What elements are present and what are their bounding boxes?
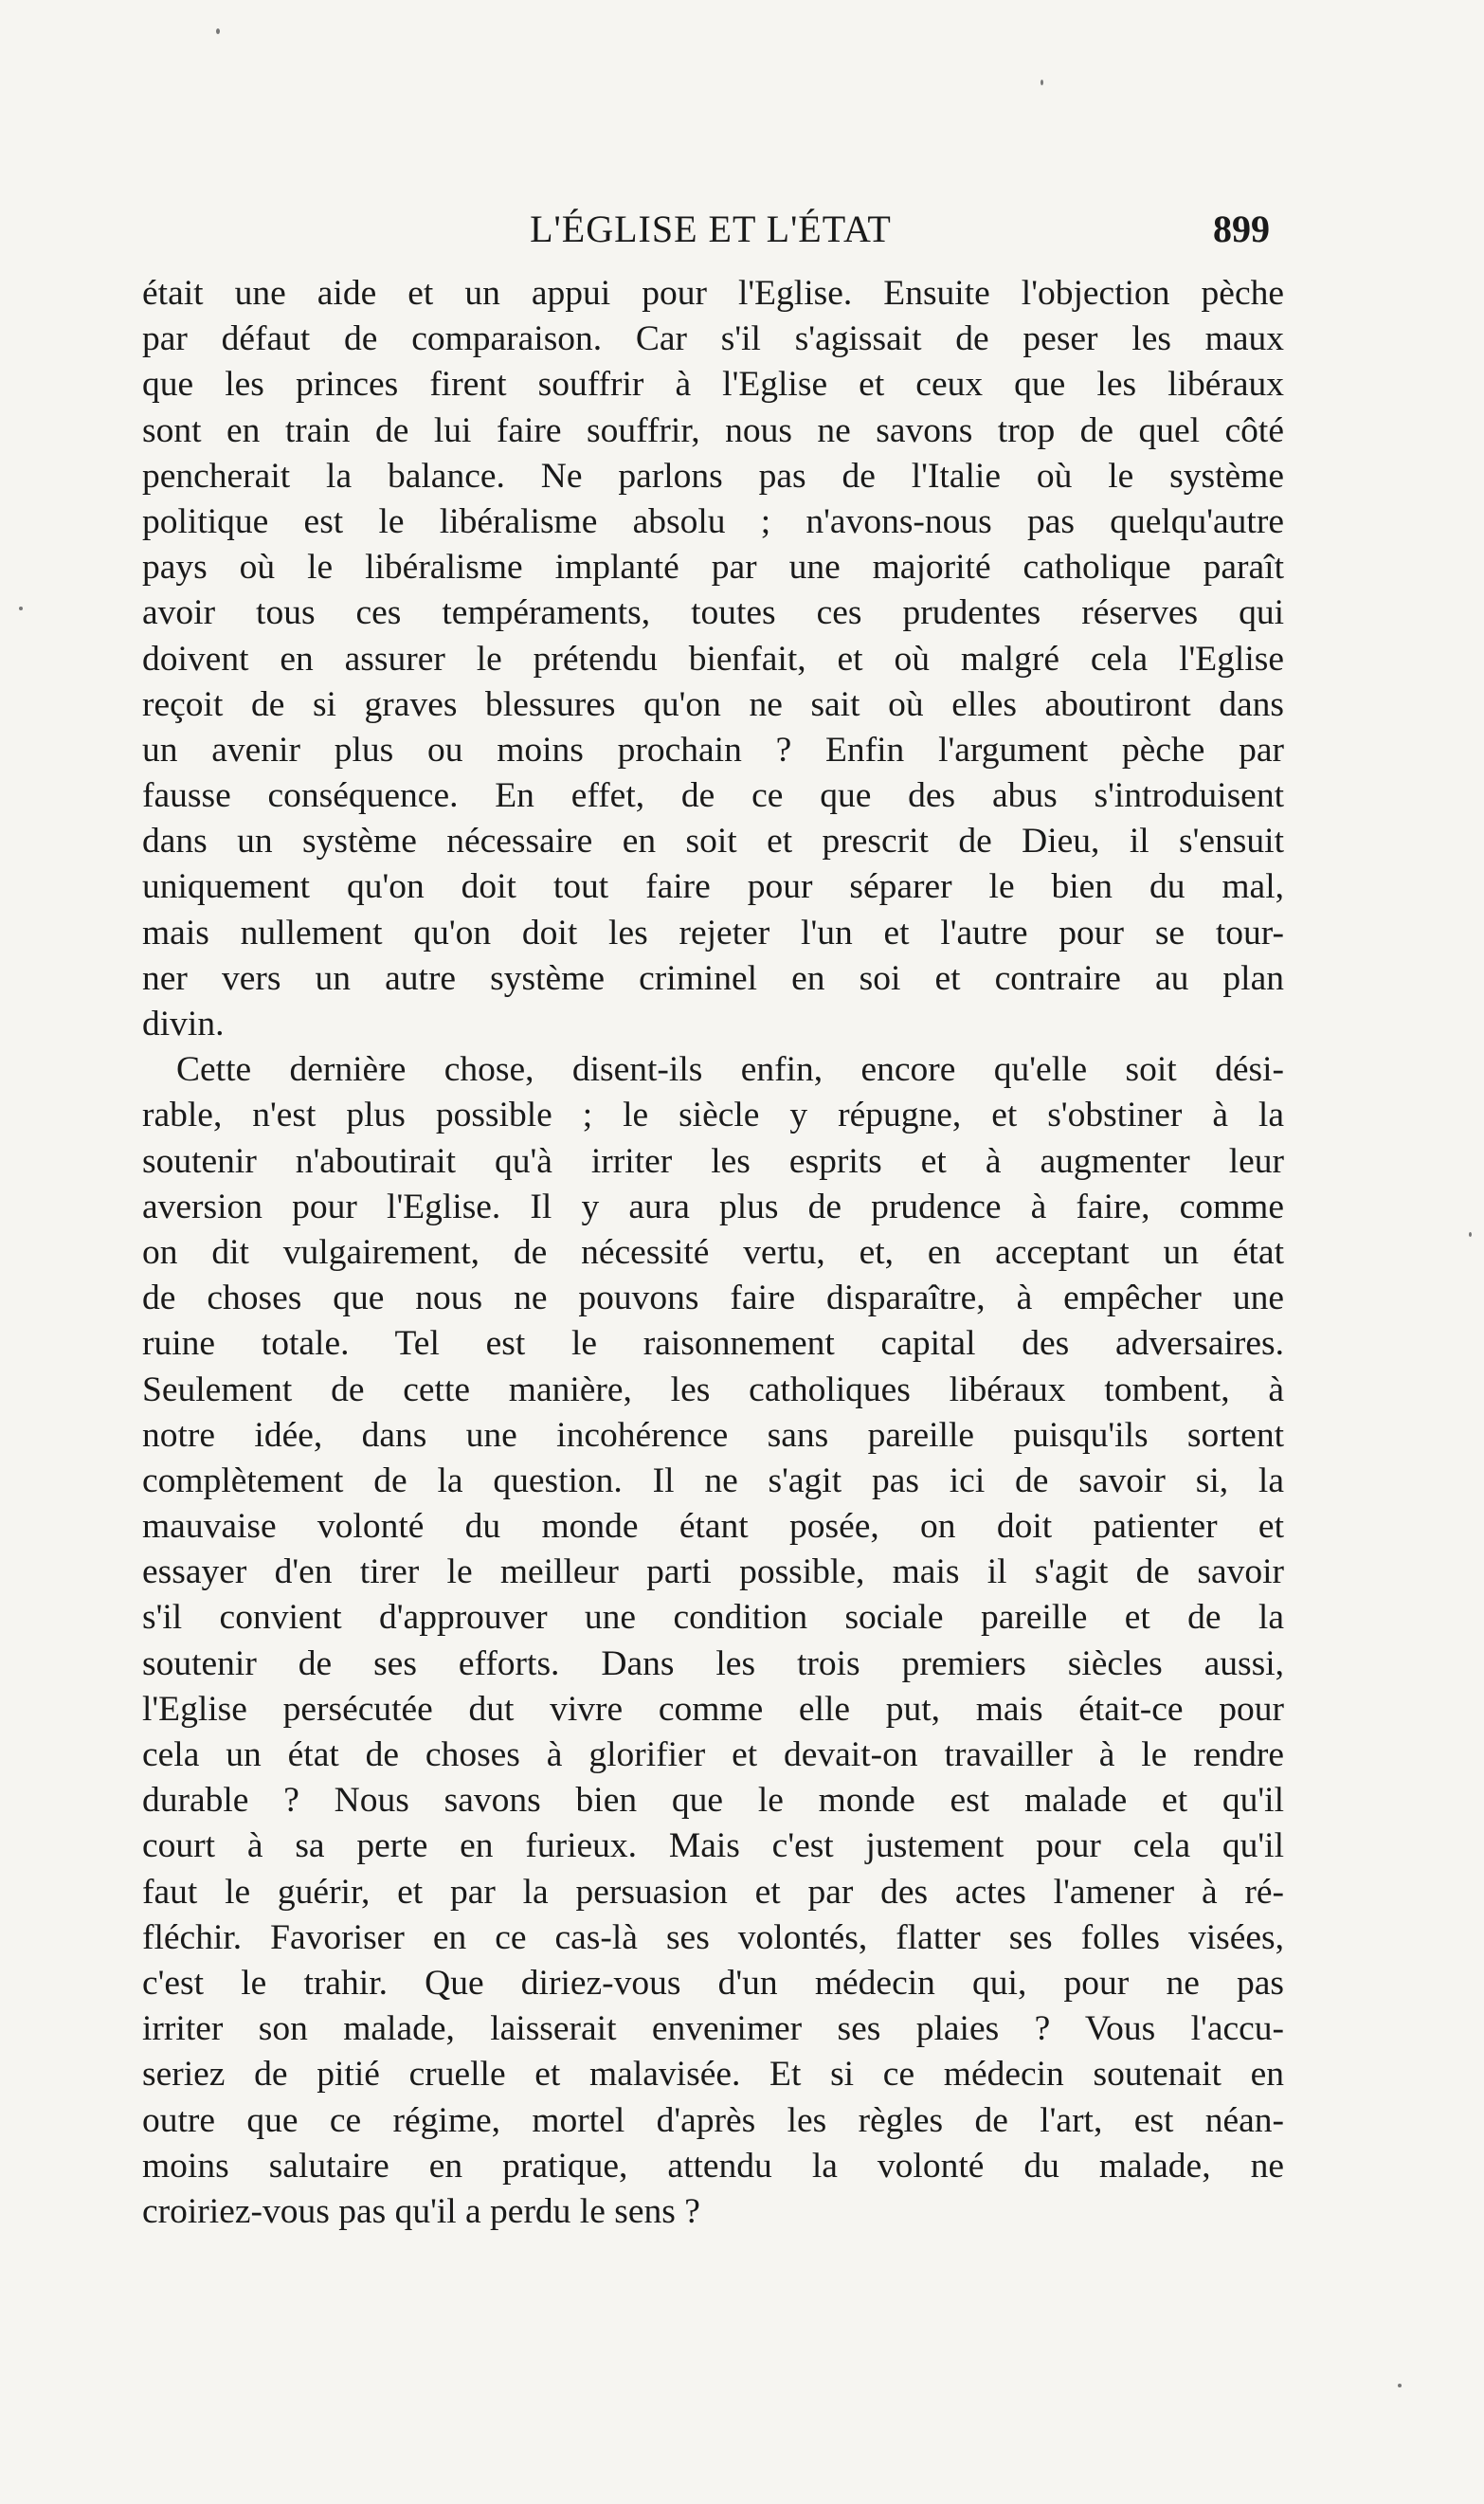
body-text bbox=[142, 271, 1284, 2235]
text-line: par défaut de comparaison. Car s'il s'agissait de peser les maux bbox=[142, 319, 1284, 359]
text-line: politique est le libéralisme absolu ; n'avons-nous pas quelqu'autre bbox=[142, 501, 1284, 541]
text-line: seriez de pitié cruelle et malavisée. Et si ce médecin soutenait en bbox=[142, 2055, 1284, 2095]
text-line: rable, n'est plus possible ; le siècle y répugne, et s'obstiner à la bbox=[142, 1096, 1284, 1135]
text-line: fausse conséquence. En effet, de ce que des abus s'introduisent bbox=[142, 776, 1284, 816]
text-line: aversion pour l'Eglise. Il y aura plus de prudence à faire, comme bbox=[142, 1187, 1284, 1226]
text-line: Cette dernière chose, disent-ils enfin, encore qu'elle soit dési- bbox=[176, 1050, 1284, 1090]
text-line: était une aide et un appui pour l'Eglise. Ensuite l'objection pèche bbox=[142, 274, 1284, 313]
text-line: essayer d'en tirer le meilleur parti possible, mais il s'agit de savoir bbox=[142, 1552, 1284, 1592]
text-line: faut le guérir, et par la persuasion et par des actes l'amener à ré- bbox=[142, 1872, 1284, 1912]
text-line: divin. bbox=[142, 1005, 225, 1043]
text-line: c'est le trahir. Que diriez-vous d'un médecin qui, pour ne pas bbox=[142, 1963, 1284, 2003]
page-header bbox=[152, 201, 1270, 258]
text-line: avoir tous ces tempéraments, toutes ces prudentes réserves qui bbox=[142, 593, 1284, 633]
text-line: irriter son malade, laisserait envenimer ses plaies ? Vous l'accu- bbox=[142, 2009, 1284, 2049]
text-line: doivent en assurer le prétendu bienfait, et où malgré cela l'Eglise bbox=[142, 639, 1284, 679]
text-line: mais nullement qu'on doit les rejeter l'un et l'autre pour se tour- bbox=[142, 913, 1284, 953]
paper-speck bbox=[1041, 80, 1043, 85]
paper-speck bbox=[19, 607, 23, 610]
text-line: pays où le libéralisme implanté par une majorité catholique paraît bbox=[142, 548, 1284, 588]
text-line: dans un système nécessaire en soit et prescrit de Dieu, il s'ensuit bbox=[142, 822, 1284, 862]
text-line: soutenir de ses efforts. Dans les trois premiers siècles aussi, bbox=[142, 1643, 1284, 1683]
text-line: s'il convient d'approuver une condition sociale pareille et de la bbox=[142, 1598, 1284, 1638]
text-line: soutenir n'aboutirait qu'à irriter les esprits et à augmenter leur bbox=[142, 1141, 1284, 1181]
text-line: que les princes firent souffrir à l'Eglise et ceux que les libéraux bbox=[142, 365, 1284, 405]
text-line: ner vers un autre système criminel en soi et contraire au plan bbox=[142, 958, 1284, 998]
text-line: l'Eglise persécutée dut vivre comme elle put, mais était-ce pour bbox=[142, 1689, 1284, 1729]
text-line: de choses que nous ne pouvons faire disparaître, à empêcher une bbox=[142, 1279, 1284, 1318]
text-line: outre que ce régime, mortel d'après les règles de l'art, est néan- bbox=[142, 2100, 1284, 2140]
paragraph-1 bbox=[142, 271, 1284, 1047]
paper-speck bbox=[1398, 2384, 1402, 2387]
text-line: durable ? Nous savons bien que le monde est malade et qu'il bbox=[142, 1781, 1284, 1821]
paper-speck bbox=[216, 28, 220, 34]
page-number: 899 bbox=[1213, 208, 1270, 250]
text-line: fléchir. Favoriser en ce cas-là ses volontés, flatter ses folles visées, bbox=[142, 1917, 1284, 1957]
running-title: L'ÉGLISE ET L'ÉTAT bbox=[530, 208, 892, 250]
text-line: on dit vulgairement, de nécessité vertu, et, en acceptant un état bbox=[142, 1232, 1284, 1272]
text-line: pencherait la balance. Ne parlons pas de l'Italie où le système bbox=[142, 456, 1284, 496]
text-line: court à sa perte en furieux. Mais c'est justement pour cela qu'il bbox=[142, 1826, 1284, 1866]
text-line: notre idée, dans une incohérence sans pareille puisqu'ils sortent bbox=[142, 1415, 1284, 1455]
text-line: croiriez-vous pas qu'il a perdu le sens ? bbox=[142, 2191, 700, 2231]
text-line: ruine totale. Tel est le raisonnement capital des adversaires. bbox=[142, 1324, 1284, 1364]
text-line: mauvaise volonté du monde étant posée, on doit patienter et bbox=[142, 1507, 1284, 1547]
text-line: moins salutaire en pratique, attendu la volonté du malade, ne bbox=[142, 2146, 1284, 2186]
text-line: reçoit de si graves blessures qu'on ne sait où elles aboutiront dans bbox=[142, 684, 1284, 724]
text-line: uniquement qu'on doit tout faire pour séparer le bien du mal, bbox=[142, 867, 1284, 907]
text-line: complètement de la question. Il ne s'agit pas ici de savoir si, la bbox=[142, 1461, 1284, 1500]
paragraph-2 bbox=[142, 1047, 1284, 2235]
text-line: Seulement de cette manière, les catholiques libéraux tombent, à bbox=[142, 1370, 1284, 1409]
paper-speck bbox=[1469, 1232, 1472, 1237]
text-line: un avenir plus ou moins prochain ? Enfin l'argument pèche par bbox=[142, 730, 1284, 770]
text-line: cela un état de choses à glorifier et devait-on travailler à le rendre bbox=[142, 1735, 1284, 1774]
text-line: sont en train de lui faire souffrir, nous ne savons trop de quel côté bbox=[142, 410, 1284, 450]
